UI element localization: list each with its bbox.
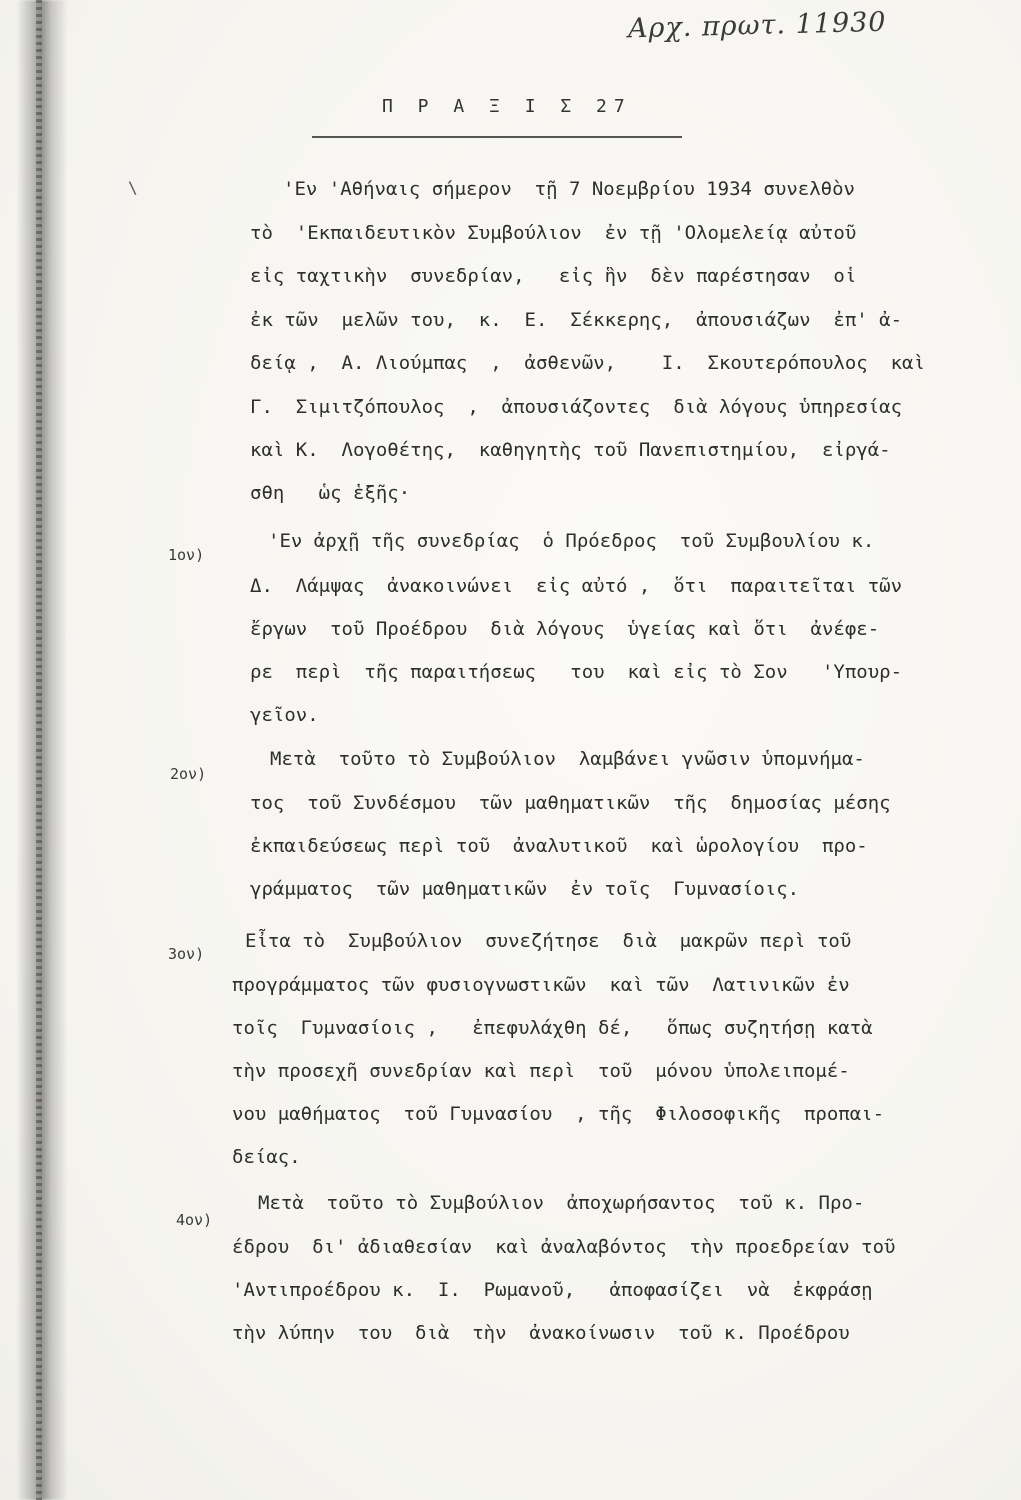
section-number: 3ον) [168,945,205,963]
heading-underline [312,136,682,138]
text-line: γεῖον. [250,704,319,726]
text-line: Γ. Σιμιτζόπουλος , ἀπουσιάζοντες διὰ λόγους ὑπηρεσίας [250,396,903,418]
text-line: γράμματος τῶν μαθηματικῶν ἐν τοῖς Γυμνασίοις. [250,878,800,900]
text-line: 'Εν 'Αθήναις σήμερον τῇ 7 Νοεμβρίου 1934 συνελθὸν [283,178,855,200]
text-line: 'Αντιπροέδρου κ. Ι. Ρωμανοῦ, ἀποφασίζει νὰ ἐκφράσῃ [232,1279,873,1301]
section-number: 2ον) [170,765,207,783]
text-line: ἔργων τοῦ Προέδρου διὰ λόγους ὑγείας καὶ ὅτι ἀνέφε- [250,618,880,640]
text-line: τὴν προσεχῆ συνεδρίαν καὶ περὶ τοῦ μόνου ὑπολειπομέ- [232,1060,850,1082]
text-line: έδρου δι' ἀδιαθεσίαν καὶ ἀναλαβόντος τὴν προεδρείαν τοῦ [232,1236,896,1258]
minutes-heading: Π Ρ Α Ξ Ι Σ 27 [382,96,632,117]
text-line: Δ. Λάμψας ἀνακοινώνει εἰς αὐτό , ὅτι παραιτεῖται τῶν [250,575,903,597]
text-line: δείᾳ , Α. Λιούμπας , ἀσθενῶν, Ι. Σκουτερόπουλος καὶ [250,352,925,374]
text-line: τὸ 'Εκπαιδευτικὸν Συμβούλιον ἐν τῇ 'Ολομελείᾳ αὐτοῦ [250,222,857,244]
text-line: τὴν λύπην του διὰ τὴν ἀνακοίνωσιν τοῦ κ. Προέδρου [232,1322,850,1344]
text-line: εἰς ταχτικὴν συνεδρίαν, εἰς ἣν δὲν παρέστησαν οἱ [250,265,857,287]
text-line: δείας. [232,1146,301,1168]
section-number: 4ον) [176,1211,213,1229]
text-line: 'Εν ἀρχῇ τῆς συνεδρίας ὁ Πρόεδρος τοῦ Συμβουλίου κ. [268,530,875,552]
text-line: καὶ Κ. Λογοθέτης, καθηγητὴς τοῦ Πανεπιστημίου, εἰργά- [250,439,891,461]
text-line: νου μαθήματος τοῦ Γυμνασίου , τῆς Φιλοσοφικῆς προπαι- [232,1103,885,1125]
text-line: προγράμματος τῶν φυσιογνωστικῶν καὶ τῶν Λατινικῶν ἐν [232,974,850,996]
binding-stitching [36,0,42,1500]
text-line: σθη ὡς ἑξῆς· [250,482,411,504]
archive-handwritten-note: Αρχ. πρωτ. 11930 [627,6,887,45]
margin-mark: \ [128,178,138,197]
text-line: Μετὰ τοῦτο τὸ Συμβούλιον λαμβάνει γνῶσιν ὑπομνήμα- [270,748,865,770]
text-line: τοῖς Γυμνασίοις , ἐπεφυλάχθη δέ, ὅπως συζητήσῃ κατὰ [232,1017,873,1039]
text-line: ρε περὶ τῆς παραιτήσεως του καὶ εἰς τὸ Σον 'Υπουρ- [250,661,903,683]
binding-shadow [18,0,66,1500]
section-number: 1ον) [168,546,205,564]
text-line: ἐκ τῶν μελῶν του, κ. Ε. Σέκκερης, ἀπουσιάζων ἐπ' ἀ- [250,309,903,331]
text-line: Εἶτα τὸ Συμβούλιον συνεζήτησε διὰ μακρῶν περὶ τοῦ [245,930,852,952]
text-line: ἐκπαιδεύσεως περὶ τοῦ ἀναλυτικοῦ καὶ ὡρολογίου προ- [250,835,868,857]
text-line: τος τοῦ Συνδέσμου τῶν μαθηματικῶν τῆς δημοσίας μέσης [250,792,891,814]
text-line: Μετὰ τοῦτο τὸ Συμβούλιον ἀποχωρήσαντος τοῦ κ. Προ- [258,1192,865,1214]
